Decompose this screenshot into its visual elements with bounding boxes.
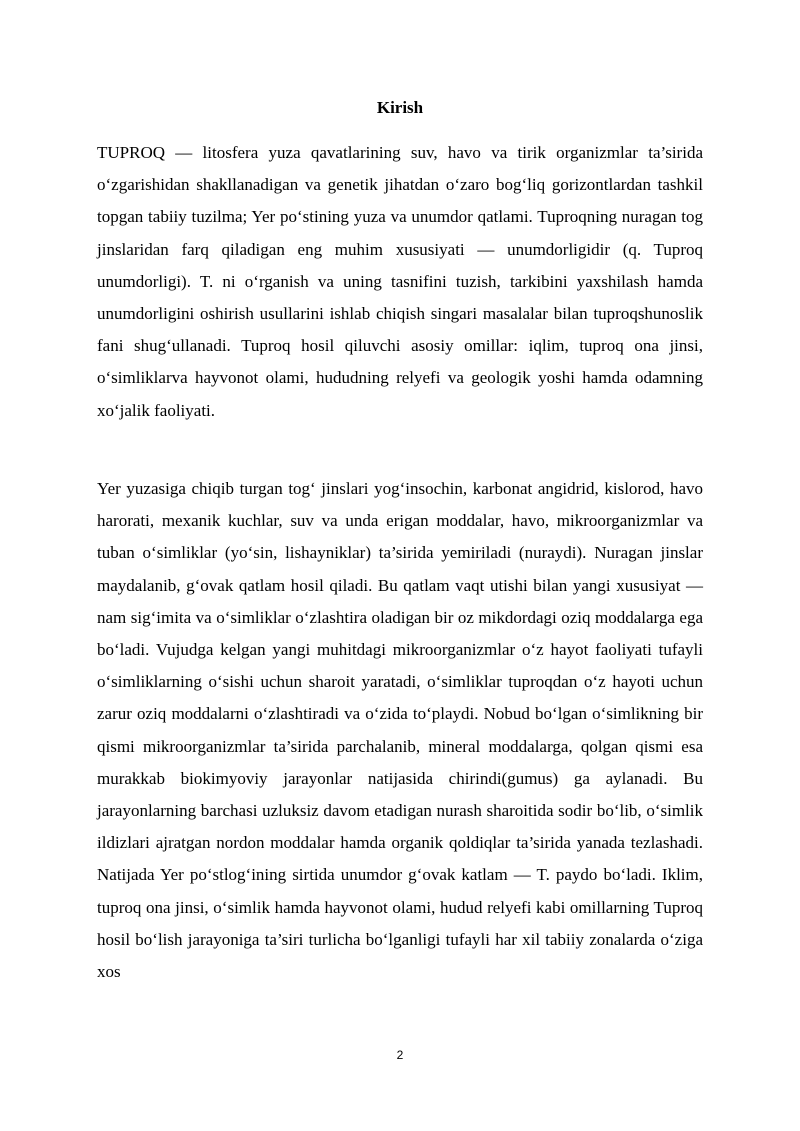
- page-title: Kirish: [376, 98, 424, 117]
- page-number: 2: [396, 1048, 404, 1062]
- paragraph-1: TUPROQ — litosfera yuza qavatlarining suv, havo va tirik organizmlar ta’sirida o‘zgarishidan shakllanadigan va genetik jihatdan o‘zaro bog‘liq gorizontlardan tashkil topgan tabiiy tuzilma; Yer po‘stining yuza va unumdor qatlami. Tuproqning nuragan tog jinslaridan farq qiladigan eng muhim xususiyati — unumdorligidir (q. Tuproq unumdorligi). T. ni o‘rganish va uning tasnifini tuzish, tarkibini yaxshilash hamda unumdorligini oshirish usullarini ishlab chiqish singari masalalar bilan tuproqshunoslik fani shug‘ullanadi. Tuproq hosil qiluvchi asosiy omillar: iqlim, tuproq ona jinsi, o‘simliklarva hayvonot olami, hududning relyefi va geologik yoshi hamda odamning xo‘jalik faoliyati.: [97, 143, 703, 420]
- paragraph-2: Yer yuzasiga chiqib turgan tog‘ jinslari yog‘insochin, karbonat angidrid, kislorod, havo harorati, mexanik kuchlar, suv va unda erigan moddalar, havo, mikroorganizmlar va tuban o‘simliklar (yo‘sin, lishayniklar) ta’sirida yemiriladi (nuraydi). Nuragan jinslar maydalanib, g‘ovak qatlam hosil qiladi. Bu qatlam vaqt utishi bilan yangi xususiyat — nam sig‘imita va o‘simliklar o‘zlashtira oladigan bir oz mikdordagi oziq moddalarga ega bo‘ladi. Vujudga kelgan yangi muhitdagi mikroorganizmlar o‘z hayot faoliyati tufayli o‘simliklarning o‘sishi uchun sharoit yaratadi, o‘simliklar tuproqdan o‘z hayoti uchun zarur oziq moddalarni o‘zlashtiradi va o‘zida to‘playdi. Nobud bo‘lgan o‘simlikning bir qismi mikroorganizmlar ta’sirida parchalanib, mineral moddalarga, qolgan qismi esa murakkab biokimyoviy jarayonlar natijasida chirindi(gumus) ga aylanadi. Bu jarayonlarning barchasi uzluksiz davom etadigan nurash sharoitida sodir bo‘lib, o‘simlik ildizlari ajratgan nordon moddalar hamda organik qoldiqlar ta’sirida yanada tezlashadi. Natijada Yer po‘stlog‘ining sirtida unumdor g‘ovak katlam — T. paydo bo‘ladi. Iklim, tuproq ona jinsi, o‘simlik hamda hayvonot olami, hudud relyefi kabi omillarning Tuproq hosil bo‘lish jarayoniga ta’siri turlicha bo‘lganligi tufayli har xil tabiiy zonalarda o‘ziga xos: [97, 479, 703, 982]
